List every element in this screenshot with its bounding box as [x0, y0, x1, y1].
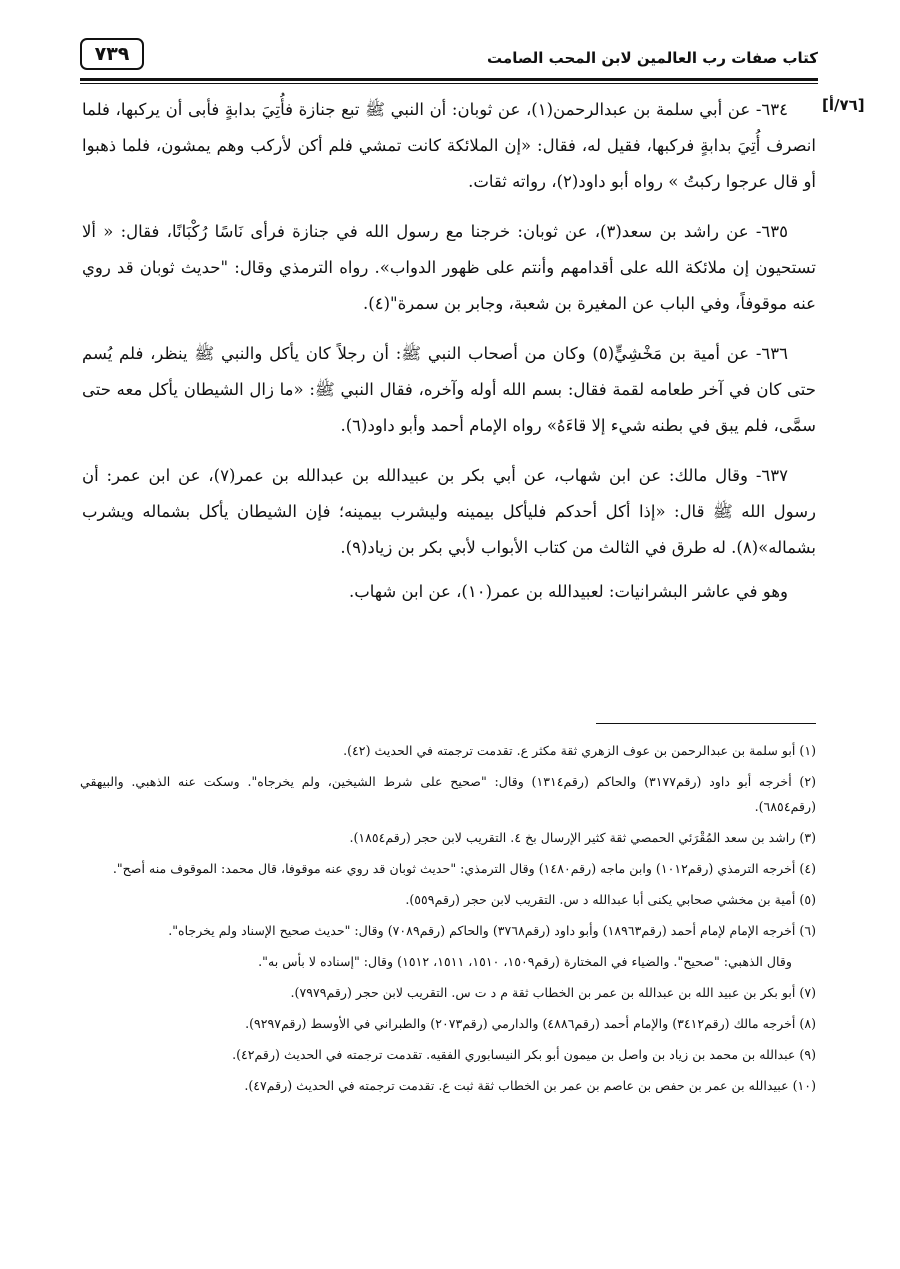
footnote-6: (٦) أخرجه الإمام لإمام أحمد (رقم١٨٩٦٣) وأبو داود (رقم٣٧٦٨) والحاكم (رقم٧٠٨٩) وقال: "حديث صحيح الإسناد ولم يخرجاه". [168, 923, 816, 938]
footnote-2: (٢) أخرجه أبو داود (رقم٣١٧٧) والحاكم (رقم١٣١٤) وقال: "صحيح على شرط الشيخين، ولم يخرجاه". وسكت عنه الذهبي. والبيهقي (رقم٦٨٥٤). [80, 774, 817, 814]
footnote-separator [596, 723, 816, 724]
footnote-8: (٨) أخرجه مالك (رقم٣٤١٢) والإمام أحمد (رقم٤٨٨٦) والدارمي (رقم٢٠٧٣) والطبراني في الأوسط (رقم٩٢٩٧). [245, 1016, 816, 1031]
footnote-5: (٥) أمية بن مخشي صحابي يكنى أبا عبدالله د س. التقريب لابن حجر (رقم٥٥٩). [405, 892, 816, 907]
page-header [80, 38, 818, 80]
header-rule [80, 78, 818, 81]
hadith-635: ٦٣٥- عن راشد بن سعد(٣)، عن ثوبان: خرجنا مع رسول الله في جنازة فرأى نَاسًا رُكْبَانًا، فقال: « ألا تستحيون إن ملائكة الله على أقدامهم وأنتم على ظهور الدواب». رواه الترمذي وقال: "حديث ثوبان قد روي عنه موقوفاً، وفي الباب عن المغيرة بن شعبة، وجابر بن سمرة"(٤). [82, 222, 816, 313]
header-rule-thin [80, 83, 818, 84]
closing-note: وهو في عاشر البشرانيات: لعبيدالله بن عمر(١٠)، عن ابن شهاب. [348, 582, 788, 601]
footnote-6-continued: وقال الذهبي: "صحيح". والضياء في المختارة (رقم١٥٠٩، ١٥١٠، ١٥١١، ١٥١٢) وقال: "إسناده لا بأس به". [258, 954, 792, 969]
footnotes [80, 738, 816, 1104]
footnote-9: (٩) عبدالله بن محمد بن زياد بن واصل بن ميمون أبو بكر النيسابوري الفقيه. تقدمت ترجمته في الحديث (رقم٤٢). [232, 1047, 816, 1062]
margin-folio-reference: [٧٦/أ] [822, 96, 865, 114]
footnote-1: (١) أبو سلمة بن عبدالرحمن بن عوف الزهري ثقة مكثر ع. تقدمت ترجمته في الحديث (٤٢). [343, 743, 816, 758]
hadith-637: ٦٣٧- وقال مالك: عن ابن شهاب، عن أبي بكر بن عبيدالله بن عبدالله بن عمر(٧)، عن ابن عمر: أن رسول الله ﷺ قال: «إذا أكل أحدكم فليأكل بيمينه وليشرب بيمينه؛ فإن الشيطان يأكل بشماله ويشرب بشماله»(٨). له طرق في الثالث من كتاب الأبواب لأبي بكر بن زياد(٩). [82, 466, 816, 557]
main-text [82, 92, 816, 624]
page-number: ٧٣٩ [80, 38, 144, 70]
footnote-10: (١٠) عبيدالله بن عمر بن حفص بن عاصم بن عمر بن الخطاب ثقة ثبت ع. تقدمت ترجمته في الحديث (رقم٤٧). [244, 1078, 816, 1093]
footnote-7: (٧) أبو بكر بن عبيد الله بن عبدالله بن عمر بن الخطاب ثقة م د ت س. التقريب لابن حجر (رقم٧٩٧٩). [290, 985, 816, 1000]
book-title: كتاب صفات رب العالمين لابن المحب الصامت [487, 49, 818, 67]
hadith-634: ٦٣٤- عن أبي سلمة بن عبدالرحمن(١)، عن ثوبان: أن النبي ﷺ تبع جنازة فأُتِيَ بدابةٍ فأبى أن يركبها، فلما انصرف أُتِيَ بدابةٍ فركبها، فقيل له، فقال: «إن الملائكة كانت تمشي فلم أكن لأركب وهم يمشون، فلما ذهبوا أو قال عرجوا ركبتُ » رواه أبو داود(٢)، رواته ثقات. [82, 100, 816, 191]
hadith-636: ٦٣٦- عن أمية بن مَخْشِيٍّ(٥) وكان من أصحاب النبي ﷺ: أن رجلاً كان يأكل والنبي ﷺ ينظر، فلم يُسم حتى كان في آخر طعامه لقمة فقال: بسم الله أوله وآخره، فقال النبي ﷺ: «ما زال الشيطان يأكل معه حتى سمَّى، فلم يبق في بطنه شيء إلا قاءَهُ» رواه الإمام أحمد وأبو داود(٦). [82, 344, 816, 435]
footnote-4: (٤) أخرجه الترمذي (رقم١٠١٢) وابن ماجه (رقم١٤٨٠) وقال الترمذي: "حديث ثوبان قد روي عنه موقوفا، قال محمد: الموقوف منه أصح". [112, 861, 816, 876]
footnote-3: (٣) راشد بن سعد المُقْرَئي الحمصي ثقة كثير الإرسال بخ ٤. التقريب لابن حجر (رقم١٨٥٤). [349, 830, 816, 845]
